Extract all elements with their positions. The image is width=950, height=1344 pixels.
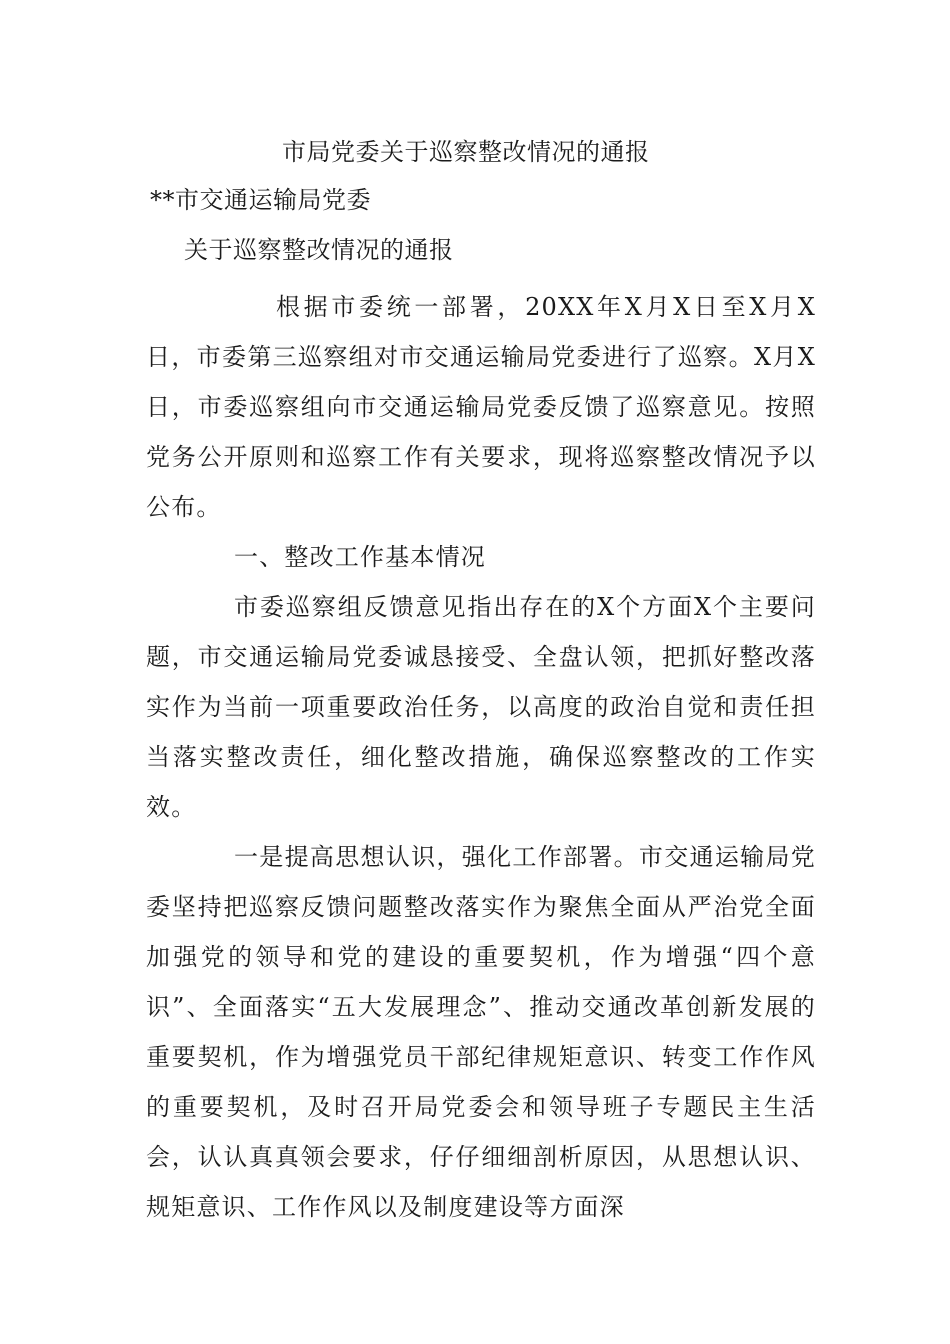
document-body (146, 282, 816, 1232)
document-title: 市局党委关于巡察整改情况的通报 (282, 138, 650, 166)
paragraph-first-measure: 一是提高思想认识，强化工作部署。市交通运输局党委坚持把巡察反馈问题整改落实作为聚焦全面从严治党全面加强党的领导和党的建设的重要契机，作为增强“四个意识”、全面落实“五大发展理念”、推动交通改革创新发展的重要契机，作为增强党员干部纪律规矩意识、转变工作作风的重要契机，及时召开局党委会和领导班子专题民主生活会，认认真真领会要求，仔仔细细剖析原因，从思想认识、规矩意识、工作作风以及制度建设等方面深 (146, 843, 816, 1221)
paragraph-intro: 根据市委统一部署，20XX年X月X日至X月X日，市委第三巡察组对市交通运输局党委进行了巡察。X月X日，市委巡察组向市交通运输局党委反馈了巡察意见。按照党务公开原则和巡察工作有关要求，现将巡察整改情况予以公布。 (146, 293, 816, 521)
paragraph-overview: 市委巡察组反馈意见指出存在的X个方面X个主要问题，市交通运输局党委诚恳接受、全盘认领，把抓好整改落实作为当前一项重要政治任务，以高度的政治自觉和责任担当落实整改责任，细化整改措施，确保巡察整改的工作实效。 (146, 593, 816, 821)
issuing-organization: **市交通运输局党委 (150, 186, 371, 214)
section-heading: 一、整改工作基本情况 (234, 543, 486, 571)
document-subtitle: 关于巡察整改情况的通报 (184, 236, 454, 264)
